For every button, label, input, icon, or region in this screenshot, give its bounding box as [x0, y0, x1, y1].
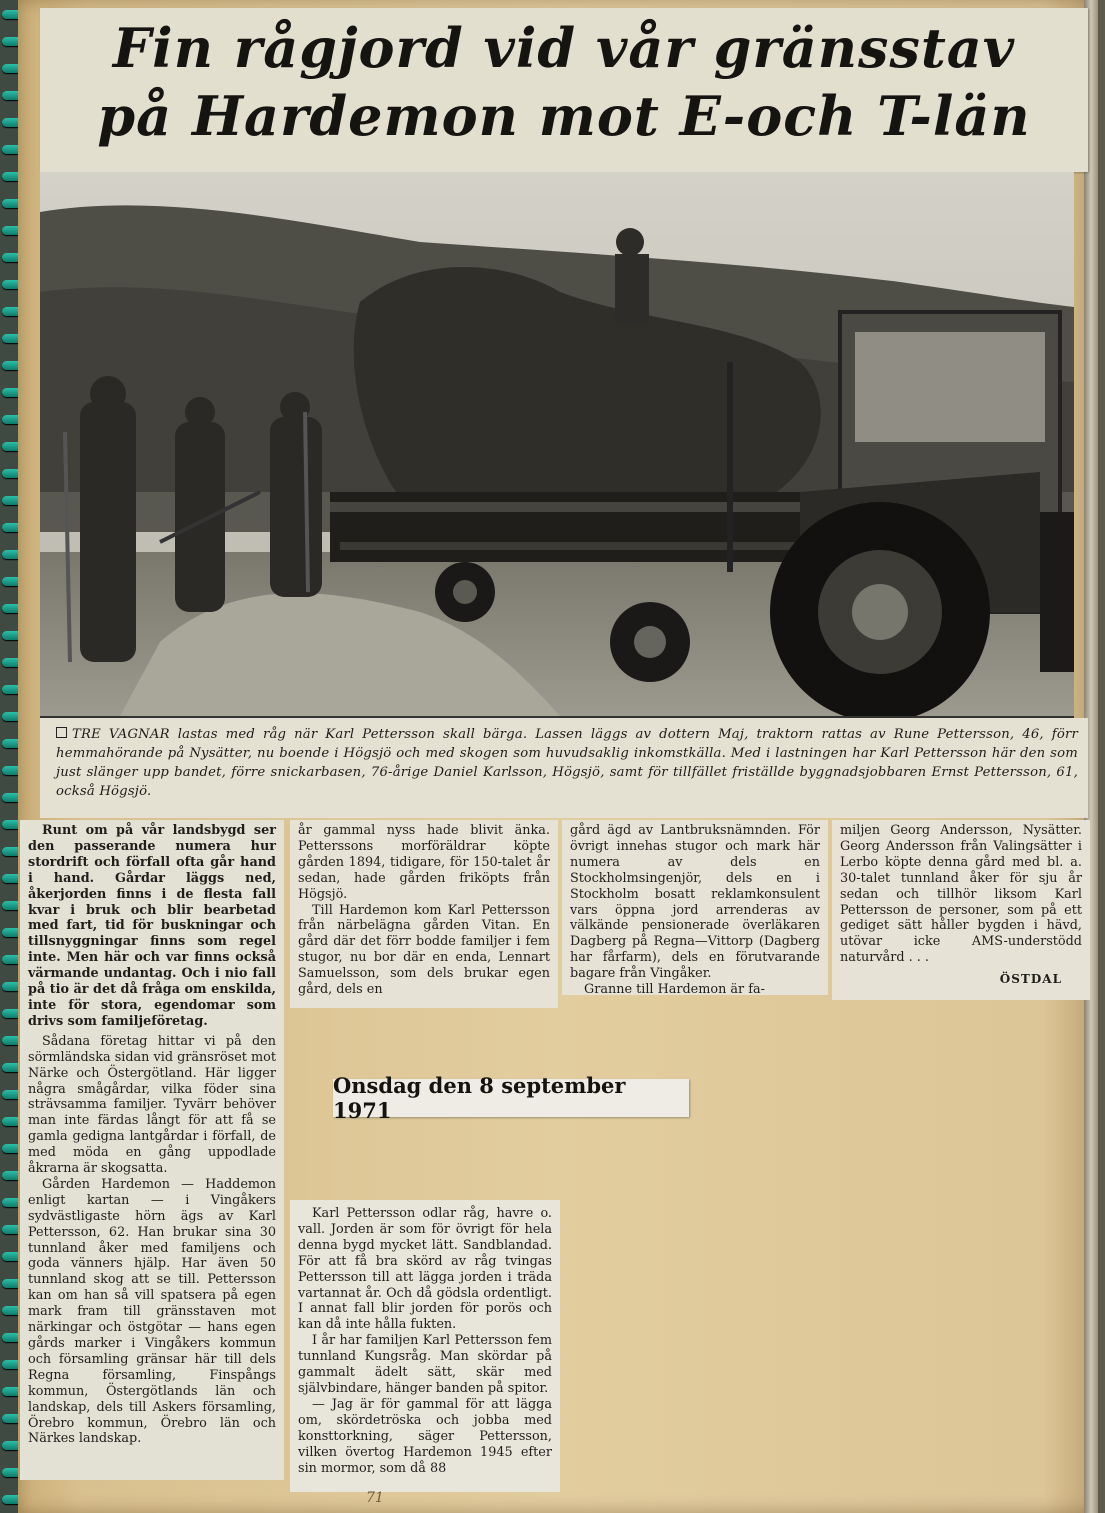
headline: [40, 14, 1088, 150]
pencil-note: 71: [366, 1490, 384, 1506]
article-paragraph: år gammal nyss hade blivit änka. Petterssons morföräldrar köpte gården 1894, tidigare, för 150-talet år sedan, hade gården friköpts från Högsjö.: [298, 823, 550, 902]
tractor-hay-photo-icon: [40, 172, 1074, 716]
article-column-1: [20, 820, 284, 1480]
article-intro: Runt om på vår landsbygd ser den passerande numera hur stordrift och förfall ofta går hand i hand. Gårdar läggs ned, åkerjorden finns i de flesta fall kvar i bruk och blir bearbetad med fart, tid för buskningar och tillsnyggningar finns som regel inte. Men här och var finns också värmande undantag. Och i nio fall på tio är det då fråga om enskilda, inte för stora, egendomar som drivs som familjeföretag.: [28, 823, 276, 1029]
article-paragraph: Till Hardemon kom Karl Pettersson från närbelägna gården Vitan. En gård där det förr bodde familjer i fem stugor, nu bor där en enda, Lennart Samuelsson, som dels brukar egen gård, dels en: [298, 902, 550, 998]
date-clipping: [333, 1073, 689, 1123]
article-paragraph: gård ägd av Lantbruksnämnden. För övrigt innehas stugor och mark här numera av dels en Stockholmsingenjör, dels en i Stockholm bosatt reklamkonsulent vars öppna jord arrenderas av välkände pensionerade överläkaren Dagberg på Regna—Vittorp (Dagberg har fårfarm), dels en förutvarande bagare från Vingåker.: [570, 823, 820, 982]
headline-clipping: [40, 8, 1088, 172]
newspaper-photo: [40, 172, 1074, 718]
article-paragraph: I år har familjen Karl Pettersson fem tunnland Kungsråg. Man skördar på gammalt ädelt sätt, skär med självbindare, hänger banden på spitor.: [298, 1333, 552, 1396]
author-signature: ÖSTDAL: [999, 972, 1062, 987]
caption-square-icon: [56, 727, 67, 738]
article-column-5: [290, 1200, 560, 1492]
article-column-2: [290, 820, 558, 1008]
date-label: Onsdag den 8 september 1971: [333, 1073, 626, 1123]
photo-caption: [40, 718, 1088, 818]
article-column-3: [562, 820, 828, 998]
article-paragraph: Granne till Hardemon är fa-: [584, 982, 765, 998]
caption-text: lastas med råg när Karl Pettersson skall bärga. Lassen läggs av dottern Maj, traktorn rattas av Rune Pettersson, 46, förr hemmahörande på Nysätter, nu boende i Högsjö och med skogen som huvudsaklig inkomstkälla. Med i lastningen har Karl Pettersson här den som just slänger upp bandet, förre snickarbasen, 76-årige Daniel Karlsson, Högsjö, samt för tillfället friställde byggnadsjobbaren Ernst Pettersson, 61, också Högsjö.: [56, 727, 1078, 799]
article-paragraph: Sådana företag hittar vi på den sörmländska sidan vid gränsröset mot Närke och Östergötland. Här ligger några smågårdar, vilka föder sina strävsamma familjer. Tyvärr behöver man inte färdas långt för att få se gamla gedigna lantgårdar i förfall, de med möda en gång uppodlade åkrarna är skogsatta.: [28, 1033, 276, 1177]
article-paragraph: Gården Hardemon — Haddemon enligt kartan — i Vingåkers sydvästligaste hörn ägs av Karl Pettersson, 62. Han brukar sina 30 tunnland åker med familjens och goda vänners hjälp. Har även 50 tunnland skog att se till. Pettersson kan om han så vill spatsera på egen mark fram till gränsstaven mot närkingar och östgötar — hans egen gårds marker i Vingåkers kommun och församling gränsar här till dels Regna församling, Finspångs kommun, Östergötlands län och landskap, dels till Askers församling, Örebro kommun, Örebro län och Närkes landskap.: [28, 1176, 276, 1447]
article-column-4: [832, 820, 1090, 1000]
article-paragraph: — Jag är för gammal för att lägga om, skördetröska och jobba med konsttorkning, säger Pettersson, vilken övertog Hardemon 1945 efter sin mormor, som då 88: [298, 1396, 552, 1476]
article-paragraph: miljen Georg Andersson, Nysätter. Georg Andersson från Valingsätter i Lerbo köpte denna gård med bl. a. 30-talet tunnland åker för sju år sedan och tillhör liksom Karl Pettersson de personer, som på ett gediget sätt håller bygden i hävd, utövar icke AMS-understödd naturvård . . .: [840, 823, 1082, 966]
headline-line-1: Fin rågjord vid vår gränsstav: [112, 16, 1016, 80]
caption-lead: TRE VAGNAR: [72, 727, 170, 742]
headline-line-2: på Hardemon mot E-och T-län: [97, 84, 1031, 148]
article-paragraph: Karl Pettersson odlar råg, havre o. vall. Jorden är som för övrigt för hela denna bygd mycket lätt. Sandblandad. För att få bra skörd av råg tvingas Pettersson till att lägga jorden i träda vartannat år. Och då gödsla ordentligt. I annat fall blir jorden för porös och kan då inte hålla fukten.: [298, 1206, 552, 1333]
